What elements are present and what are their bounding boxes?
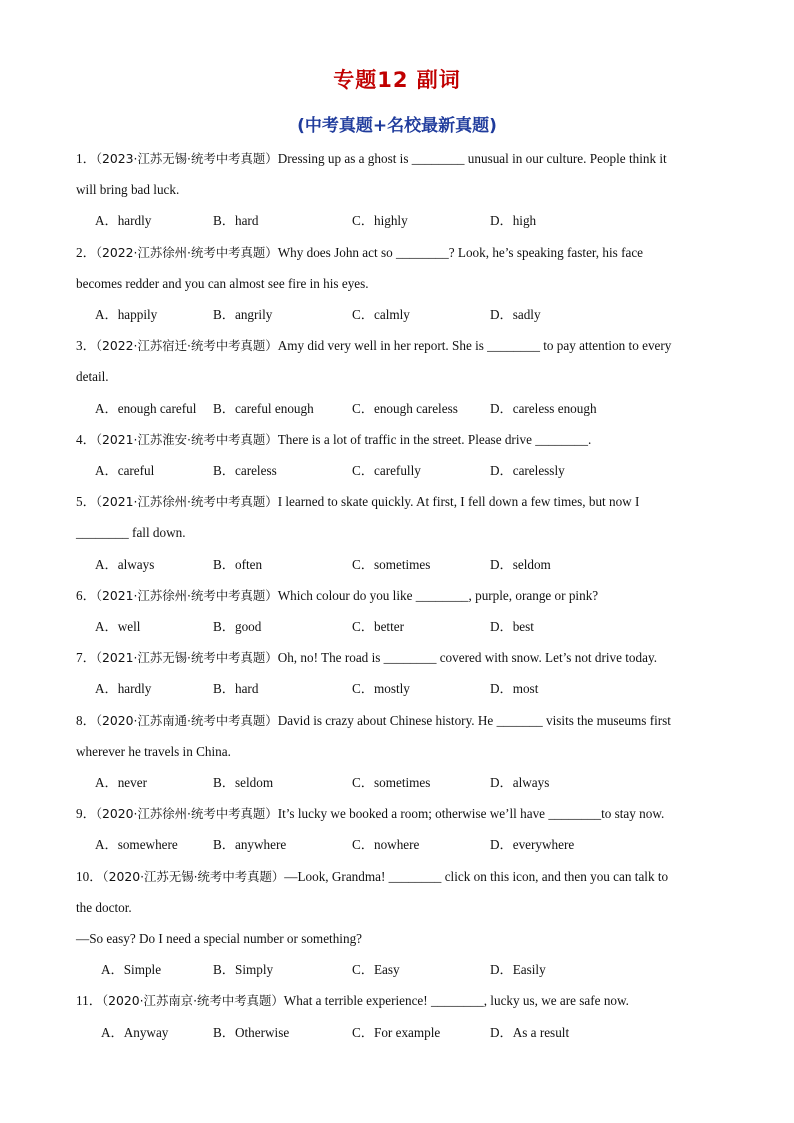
question-number: 9． (76, 806, 96, 822)
answer-option: C．highly (352, 213, 408, 229)
answer-option: D．carelessly (490, 463, 565, 478)
question-source: （2023·江苏无锡·统考中考真题） (95, 151, 278, 166)
answer-option: A．never (95, 775, 147, 790)
question-text: What a terrible experience! ________, lucky us, we are safe now. (283, 993, 629, 1009)
question-number: 3． (76, 338, 96, 354)
question-stem-continued (76, 899, 726, 917)
answer-option: B．good (213, 619, 262, 634)
question-text: the doctor. (76, 899, 132, 915)
question-text: will bring bad luck. (76, 182, 180, 198)
answer-option: D．everywhere (490, 837, 575, 853)
question-stem-continued (76, 743, 726, 761)
question-stem-continued (76, 181, 726, 199)
question-text: Which colour do you like ________, purple, orange or pink? (277, 587, 599, 603)
answer-option: C．For example (352, 1024, 441, 1040)
answer-option: B．careful enough (213, 400, 314, 416)
answer-options (0, 836, 700, 854)
answer-option: D．As a result (490, 1024, 570, 1040)
answer-option: A．enough careful (95, 400, 197, 416)
answer-options (0, 618, 700, 636)
question-number: 7． (76, 650, 96, 666)
answer-option: A．happily (95, 307, 158, 322)
question-text: Dressing up as a ghost is ________ unusual in our culture. People think it (277, 151, 667, 166)
question-stem (76, 649, 726, 667)
question-text: Amy did very well in her report. She is ________ to pay attention to every (277, 338, 672, 354)
answer-option: B．often (213, 556, 263, 572)
answer-option: D．seldom (490, 556, 551, 572)
question-source: （2021·江苏徐州·统考中考真题） (95, 494, 278, 510)
answer-option: A．somewhere (95, 837, 178, 853)
page-title: 专题12 副词 (333, 68, 461, 92)
answer-option: C．Easy (352, 962, 400, 978)
answer-option: B．anywhere (213, 837, 287, 853)
question-number: 8． (76, 712, 96, 728)
question-stem (76, 337, 726, 355)
answer-options (0, 306, 700, 324)
question-stem (76, 587, 726, 605)
answer-option: C．sometimes (352, 556, 431, 572)
answer-option: A．hardly (95, 681, 152, 697)
question-source: （2021·江苏淮安·统考中考真题） (95, 431, 278, 447)
question-number: 1． (76, 151, 96, 166)
question-text: wherever he travels in China. (76, 743, 231, 759)
question-stem (76, 868, 726, 886)
answer-options (0, 400, 700, 418)
answer-option: B．angrily (213, 307, 273, 322)
page-subtitle: (中考真题+名校最新真题) (297, 116, 497, 136)
answer-option: A．Anyway (101, 1024, 169, 1040)
answer-option: B．hard (213, 681, 259, 697)
question-stem-continued (76, 930, 726, 948)
answer-option: A．always (95, 556, 155, 572)
answer-option: C．enough careless (352, 400, 458, 416)
question-number: 5． (76, 494, 96, 510)
answer-option: B．hard (213, 213, 259, 229)
answer-options (0, 462, 700, 480)
question-source: （2020·江苏南京·统考中考真题） (101, 993, 284, 1009)
answer-option: B．seldom (213, 775, 274, 790)
question-text: —So easy? Do I need a special number or something? (76, 931, 363, 946)
question-text: Oh, no! The road is ________ covered with snow. Let’s not drive today. (277, 650, 657, 666)
answer-option: D．most (490, 681, 539, 697)
answer-option: D．best (490, 619, 534, 634)
answer-option: A．well (95, 619, 141, 634)
question-text: I learned to skate quickly. At first, I fell down a few times, but now I (277, 494, 640, 510)
question-source: （2020·江苏徐州·统考中考真题） (95, 806, 278, 822)
answer-option: D．Easily (490, 962, 546, 978)
question-stem-continued (76, 524, 726, 542)
question-source: （2021·江苏徐州·统考中考真题） (95, 587, 278, 603)
answer-options (0, 774, 700, 792)
answer-option: B．careless (213, 463, 277, 478)
answer-option: B．Simply (213, 962, 274, 978)
question-text: David is crazy about Chinese history. He _______ visits the museums first (277, 712, 671, 728)
question-number: 6． (76, 587, 96, 603)
question-text: becomes redder and you can almost see fire in his eyes. (76, 275, 369, 291)
answer-option: D．always (490, 775, 550, 790)
answer-option: A．hardly (95, 213, 152, 229)
question-stem (76, 805, 726, 823)
answer-options (0, 212, 700, 230)
answer-option: D．sadly (490, 307, 541, 322)
answer-options (0, 1024, 700, 1042)
question-stem (76, 712, 726, 730)
question-text: ________ fall down. (76, 525, 186, 541)
question-text: Why does John act so ________? Look, he’s speaking faster, his face (277, 244, 644, 260)
question-source: （2022·江苏宿迁·统考中考真题） (95, 338, 278, 354)
question-stem (76, 992, 726, 1010)
question-stem (76, 150, 726, 168)
answer-option: C．nowhere (352, 837, 420, 853)
question-number: 2． (76, 244, 96, 260)
answer-option: C．carefully (352, 463, 421, 478)
question-text: It’s lucky we booked a room; otherwise we’ll have ________to stay now. (277, 806, 665, 822)
question-number: 4． (76, 431, 96, 447)
question-text: —Look, Grandma! ________ click on this icon, and then you can talk to (284, 868, 669, 884)
answer-option: A．Simple (101, 962, 162, 978)
answer-options (0, 961, 700, 979)
answer-option: A．careful (95, 463, 155, 478)
question-source: （2020·江苏南通·统考中考真题） (95, 712, 278, 728)
answer-option: B．Otherwise (213, 1024, 290, 1040)
answer-option: C．sometimes (352, 775, 431, 790)
question-source: （2022·江苏徐州·统考中考真题） (95, 244, 278, 260)
answer-option: C．mostly (352, 681, 410, 697)
question-stem (76, 431, 726, 449)
question-stem (76, 244, 726, 262)
question-text: detail. (76, 369, 109, 385)
question-source: （2021·江苏无锡·统考中考真题） (95, 650, 278, 666)
answer-options (0, 556, 700, 574)
question-text: There is a lot of traffic in the street. Please drive ________. (277, 431, 592, 447)
answer-option: D．careless enough (490, 400, 597, 416)
question-source: （2020·江苏无锡·统考中考真题） (102, 868, 285, 884)
answer-option: D．high (490, 213, 537, 229)
question-number: 10． (76, 868, 103, 884)
answer-option: C．calmly (352, 307, 410, 322)
question-stem (76, 493, 726, 511)
question-stem-continued (76, 275, 726, 293)
answer-option: C．better (352, 619, 405, 634)
question-stem-continued (76, 368, 726, 386)
answer-options (0, 680, 700, 698)
question-number: 11． (76, 993, 102, 1009)
